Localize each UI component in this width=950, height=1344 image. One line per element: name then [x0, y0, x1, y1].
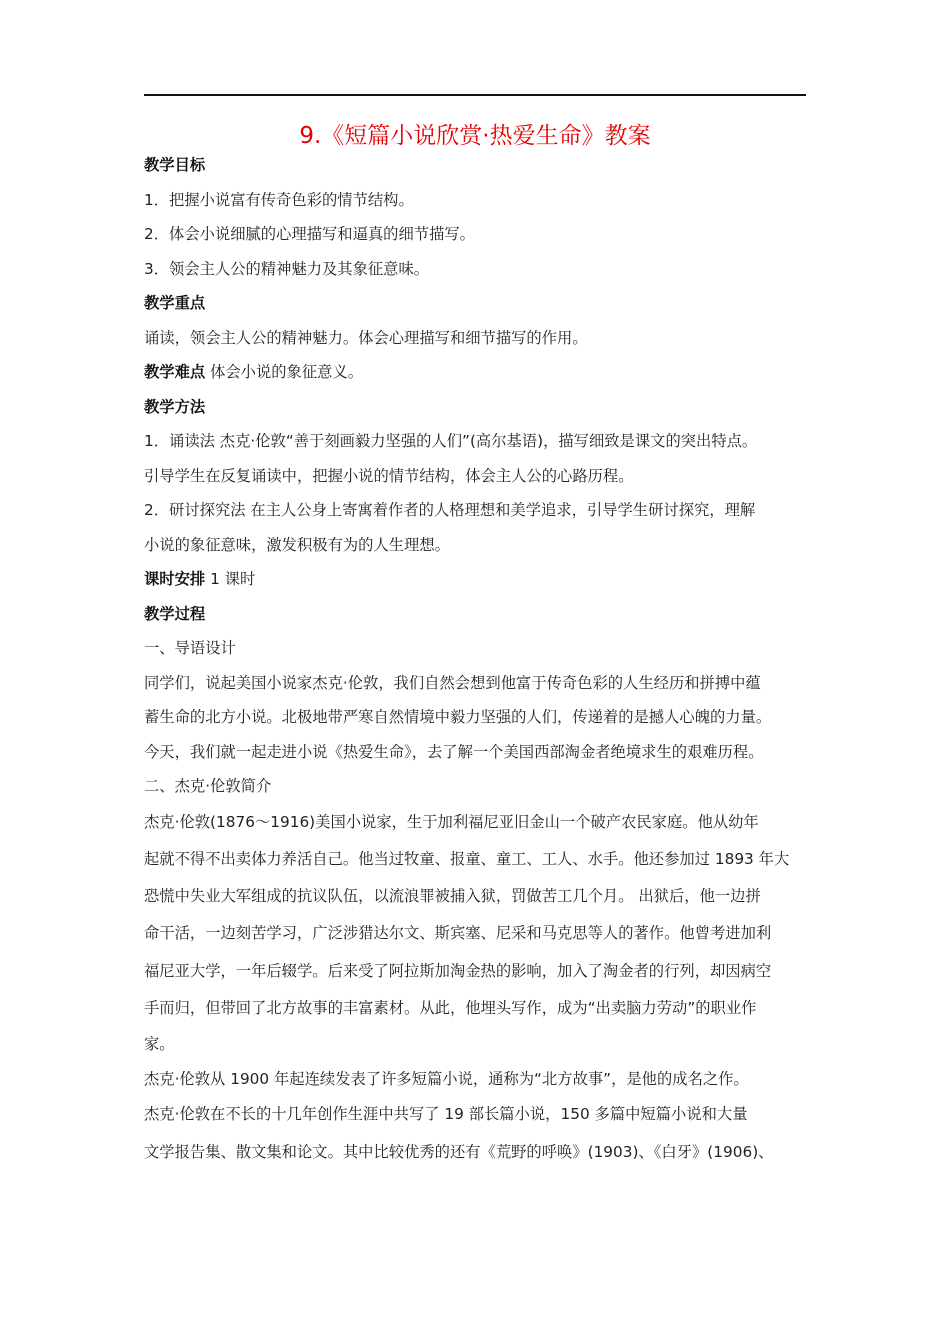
bio-line: 福尼亚大学，一年后辍学。后来受了阿拉斯加淘金热的影响，加入了淘金者的行列，却因病空: [144, 961, 772, 980]
methods-heading: 教学方法: [144, 397, 206, 416]
bio-line: 杰克·伦敦(1876～1916)美国小说家，生于加利福尼亚旧金山一个破产农民家庭。他从幼年: [144, 812, 759, 831]
intro-line: 同学们，说起美国小说家杰克·伦敦，我们自然会想到他富于传奇色彩的人生经历和拼搏中蕴: [144, 673, 761, 692]
objective-item: 1．把握小说富有传奇色彩的情节结构。: [144, 190, 414, 209]
difficulty-text: 体会小说的象征意义。: [205, 363, 364, 381]
objective-item: 2．体会小说细腻的心理描写和逼真的细节描写。: [144, 225, 475, 243]
key-points-text: 诵读，领会主人公的精神魅力。体会心理描写和细节描写的作用。: [144, 328, 588, 347]
difficulty-row: [144, 355, 809, 390]
bio-line: 命干活，一边刻苦学习，广泛涉猎达尔文、斯宾塞、尼采和马克思等人的著作。他曾考进加利: [144, 924, 772, 943]
methods-line: 小说的象征意味，激发积极有为的人生理想。: [144, 535, 450, 554]
bio-line: 家。: [144, 1035, 175, 1054]
document-body: [144, 148, 809, 1171]
section-heading-intro: 一、导语设计: [144, 639, 236, 657]
bio-line: 手而归，但带回了北方故事的丰富素材。从此，他埋头写作，成为“出卖脑力劳动”的职业作: [144, 998, 757, 1017]
methods-line: 1．诵读法 杰克·伦敦“善于刻画毅力坚强的人们”(高尔基语)，描写细致是课文的突出特点。: [144, 432, 758, 450]
bio-line: 恐慌中失业大军组成的抗议队伍，以流浪罪被捕入狱，罚做苦工几个月。 出狱后，他一边拼: [144, 887, 761, 906]
intro-line: 蓄生命的北方小说。北极地带严寒自然情境中毅力坚强的人们，传递着的是撼人心魄的力量。: [144, 708, 772, 726]
schedule-text: 1 课时: [205, 570, 256, 588]
intro-line: 今天，我们就一起走进小说《热爱生命》，去了解一个美国西部淘金者绝境求生的艰难历程。: [144, 742, 764, 761]
key-points-heading: 教学重点: [144, 294, 206, 312]
objective-item: 3．领会主人公的精神魅力及其象征意味。: [144, 259, 430, 278]
section-heading-bio: 二、杰克·伦敦简介: [144, 777, 272, 795]
difficulty-heading: 教学难点: [144, 363, 206, 381]
document-title: 9.《短篇小说欣赏·热爱生命》教案: [299, 123, 651, 149]
methods-line: 引导学生在反复诵读中，把握小说的情节结构，体会主人公的心路历程。: [144, 466, 634, 485]
bio-line: 杰克·伦敦在不长的十几年创作生涯中共写了 19 部长篇小说，150 多篇中短篇小说和大量: [144, 1105, 748, 1124]
bio-line: 杰克·伦敦从 1900 年起连续发表了许多短篇小说，通称为“北方故事”，是他的成名之作。: [144, 1069, 749, 1088]
bio-line: 起就不得不出卖体力养活自己。他当过牧童、报童、童工、工人、水手。他还参加过 1893 年大: [144, 849, 790, 868]
process-heading: 教学过程: [144, 604, 206, 623]
objectives-heading: 教学目标: [144, 156, 206, 174]
schedule-row: [144, 562, 809, 597]
schedule-heading: 课时安排: [144, 570, 206, 588]
methods-line: 2．研讨探究法 在主人公身上寄寓着作者的人格理想和美学追求，引导学生研讨探究，理解: [144, 501, 756, 519]
header-rule: [144, 94, 806, 96]
bio-line: 文学报告集、散文集和论文。其中比较优秀的还有《荒野的呼唤》(1903)、《白牙》(1906)、: [144, 1142, 774, 1161]
